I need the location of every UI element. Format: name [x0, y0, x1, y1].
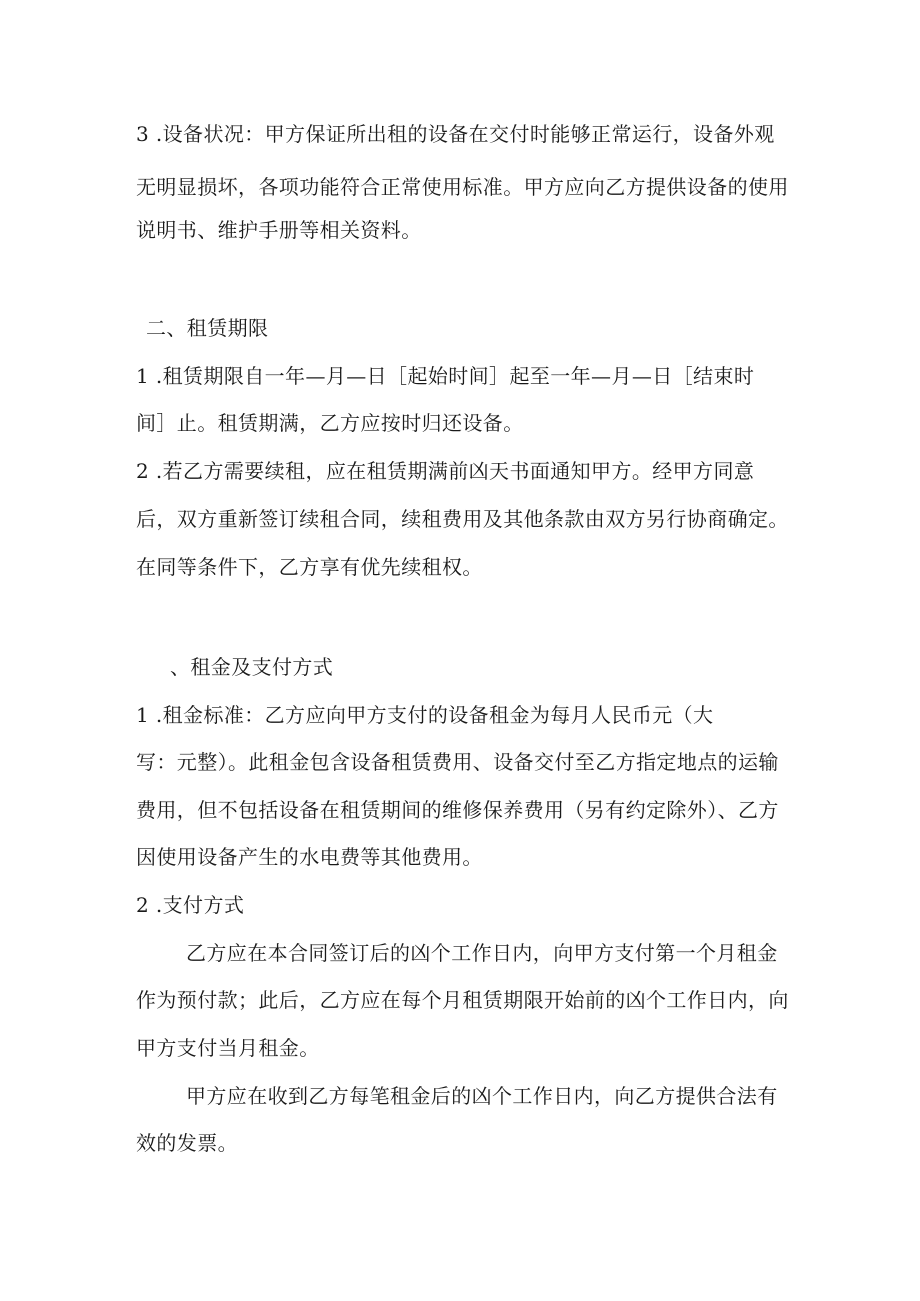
- section3-item2-para1-line1: 乙方应在本合同签订后的凶个工作日内，向甲方支付第一个月租金: [186, 941, 778, 965]
- section1-item3-line1: 3 .设备状况：甲方保证所出租的设备在交付时能够正常运行，设备外观: [136, 122, 775, 146]
- section3-item2-title: 2 .支付方式: [136, 893, 245, 917]
- section2-item2-line3: 在同等条件下，乙方享有优先续租权。: [136, 555, 483, 579]
- section2-item2-line1: 2 .若乙方需要续租，应在租赁期满前凶天书面通知甲方。经甲方同意: [136, 459, 755, 483]
- section3-heading: 、租金及支付方式: [170, 655, 334, 679]
- section3-item1-line1: 1 .租金标准：乙方应向甲方支付的设备租金为每月人民币元（大: [136, 703, 714, 727]
- section3-item1-line2: 写：元整）。此租金包含设备租赁费用、设备交付至乙方指定地点的运输: [136, 750, 779, 774]
- section2-item2-line2: 后，双方重新签订续租合同，续租费用及其他条款由双方另行协商确定。: [136, 507, 789, 531]
- section1-item3-line3: 说明书、维护手册等相关资料。: [136, 218, 422, 242]
- section3-item1-line4: 因使用设备产生的水电费等其他费用。: [136, 845, 483, 869]
- section2-item1-line2: 间］止。租赁期满，乙方应按时归还设备。: [136, 411, 524, 435]
- section3-item1-line3: 费用，但不包括设备在租赁期间的维修保养费用（另有约定除外）、乙方: [136, 798, 779, 822]
- section3-item2-para1-line3: 甲方支付当月租金。: [136, 1036, 320, 1060]
- section1-item3-line2: 无明显损坏，各项功能符合正常使用标准。甲方应向乙方提供设备的使用: [136, 175, 789, 199]
- section3-item2-para1-line2: 作为预付款；此后，乙方应在每个月租赁期限开始前的凶个工作日内，向: [136, 988, 789, 1012]
- section3-item2-para2-line2: 效的发票。: [136, 1131, 238, 1155]
- section2-item1-line1: 1 .租赁期限自一年—月—日［起始时间］起至一年—月—日［结束时: [136, 364, 755, 388]
- section3-item2-para2-line1: 甲方应在收到乙方每笔租金后的凶个工作日内，向乙方提供合法有: [186, 1084, 778, 1108]
- section2-heading: 二、租赁期限: [146, 316, 269, 340]
